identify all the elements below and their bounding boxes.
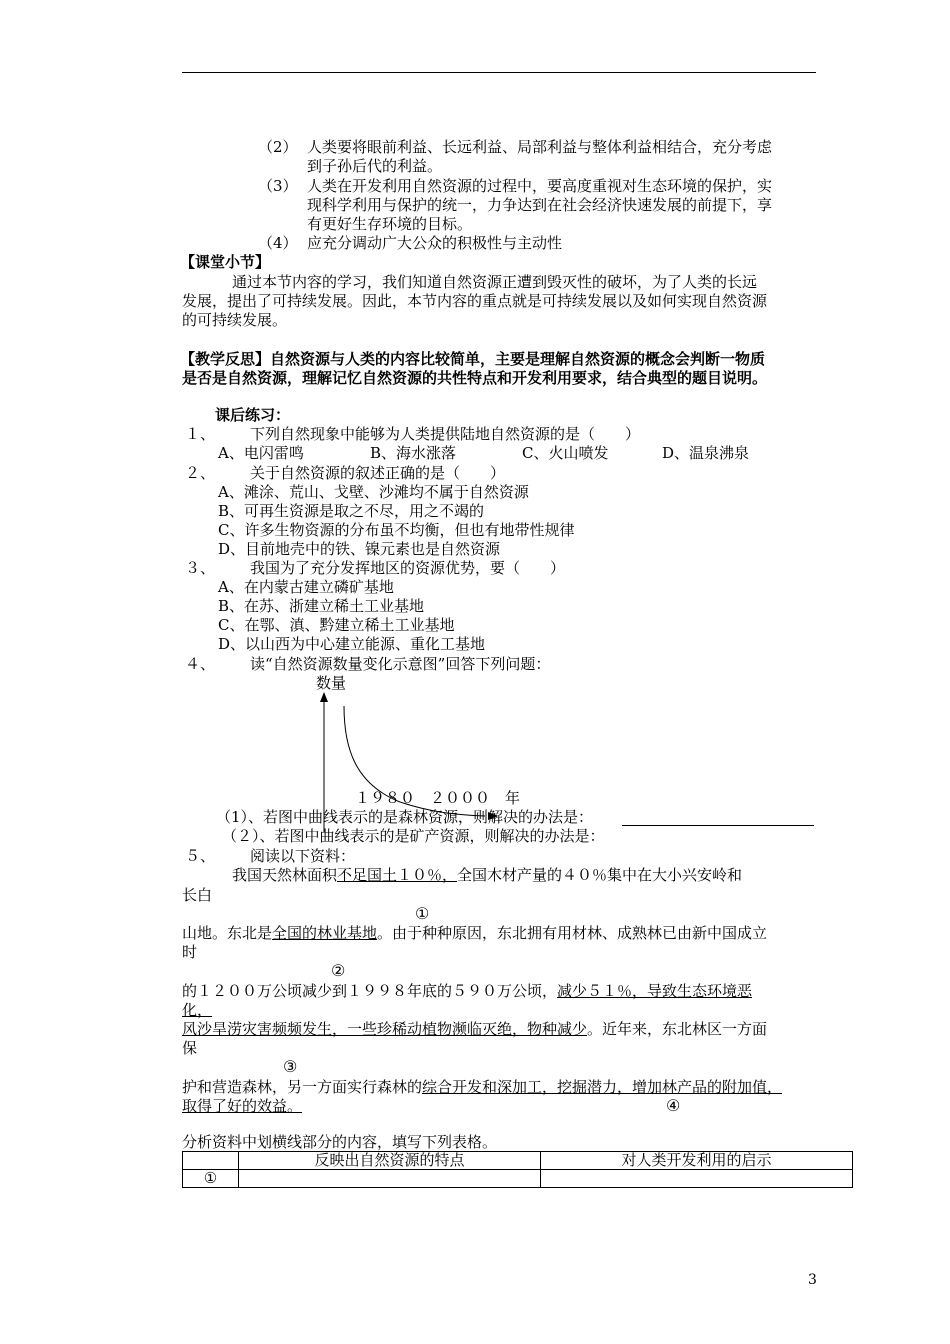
marker-1: ① bbox=[415, 904, 430, 923]
q5-para-line-5: 护和营造森林，另一方面实行森林的综合开发和深加工，挖掘潜力，增加林产品的附加值， bbox=[182, 1078, 783, 1096]
q3-opt-b: B、在苏、浙建立稀土工业基地 bbox=[218, 597, 425, 615]
q3-opt-d: D、以山西为中心建立能源、重化工基地 bbox=[218, 635, 486, 653]
exercise-title: 课后练习： bbox=[215, 406, 291, 424]
y-axis-arrow-icon bbox=[320, 692, 328, 702]
q2-opt-c: C、许多生物资源的分布虽不均衡，但也有地带性规律 bbox=[218, 521, 575, 539]
table-row bbox=[183, 1170, 853, 1188]
table-header-cell bbox=[183, 1152, 239, 1170]
q5-para-line-4b: 保 bbox=[182, 1039, 198, 1057]
q5-para-line-2: 山地。东北是全国的林业基地。由于种种原因，东北拥有用材林、成熟林已由新中国成立 bbox=[182, 924, 768, 942]
figure-y-label: 数量 bbox=[316, 674, 347, 692]
table-cell[interactable] bbox=[239, 1170, 541, 1188]
item-2-num: （2） bbox=[258, 138, 298, 156]
q5-para-line-4: 风沙旱涝灾害频频发生，一些珍稀动植物濒临灭绝，物种减少。近年来，东北林区一方面 bbox=[182, 1020, 768, 1038]
q1-opt-d: D、温泉沸泉 bbox=[662, 444, 750, 462]
marker-2: ② bbox=[331, 961, 346, 980]
header-rule bbox=[182, 72, 816, 73]
table-cell[interactable] bbox=[541, 1170, 853, 1188]
marker-4: ④ bbox=[666, 1096, 681, 1115]
q3-opt-a: A、在内蒙古建立磷矿基地 bbox=[218, 578, 394, 596]
page-number: 3 bbox=[808, 1272, 817, 1288]
q5-para-line-3: 的１２００万公顷减少到１９９８年底的５９０万公顷，减少５１％，导致生态环境恶 bbox=[182, 982, 753, 1000]
table-header-row bbox=[183, 1152, 853, 1170]
q4-sub1: （1）、若图中曲线表示的是森林资源，则解决的办法是： bbox=[216, 808, 594, 826]
q5-para-line-1: 我国天然林面积不足国土１０％，全国木材产量的４０％集中在大小兴安岭和 bbox=[232, 866, 743, 884]
q1-opt-a: A、电闪雷鸣 bbox=[218, 444, 304, 462]
table-header-cell: 反映出自然资源的特点 bbox=[239, 1152, 541, 1170]
summary-heading: 【课堂小节】 bbox=[180, 253, 271, 271]
q1-opt-b: B、海水涨落 bbox=[370, 444, 457, 462]
q4-stem: 读“自然资源数量变化示意图”回答下列问题： bbox=[250, 655, 551, 673]
q3-opt-c: C、在鄂、滇、黔建立稀土工业基地 bbox=[218, 616, 455, 634]
q5-para-line-3b: 化， bbox=[182, 1001, 213, 1019]
q5-para-line-5b: 取得了好的效益。 bbox=[182, 1097, 303, 1115]
summary-line-2: 发展，提出了可持续发展。因此，本节内容的重点就是可持续发展以及如何实现自然资源 bbox=[182, 292, 768, 310]
figure-x-label: １９８０ ２０００ 年 bbox=[355, 789, 521, 807]
q3-stem: 我国为了充分发挥地区的资源优势，要（ ） bbox=[250, 559, 566, 577]
q5-para-line-2b: 时 bbox=[182, 943, 198, 961]
table-header-cell: 对人类开发利用的启示 bbox=[541, 1152, 853, 1170]
q3-num: ３、 bbox=[185, 559, 216, 577]
q2-stem: 关于自然资源的叙述正确的是（ ） bbox=[250, 464, 506, 482]
q5-para-line-1b: 长白 bbox=[182, 886, 213, 904]
item-2-line-2: 到子孙后代的利益。 bbox=[307, 157, 443, 175]
q1-stem: 下列自然现象中能够为人类提供陆地自然资源的是（ ） bbox=[250, 425, 641, 443]
summary-line-3: 的可持续发展。 bbox=[182, 311, 288, 329]
summary-line-1: 通过本节内容的学习，我们知道自然资源正遭到毁灭性的破坏，为了人类的长远 bbox=[232, 273, 758, 291]
q2-num: ２、 bbox=[185, 464, 216, 482]
q5-instruction: 分析资料中划横线部分的内容，填写下列表格。 bbox=[182, 1133, 498, 1151]
answer-table bbox=[182, 1151, 853, 1188]
q2-opt-d: D、目前地壳中的铁、镍元素也是自然资源 bbox=[218, 540, 501, 558]
item-3-line-3: 有更好生存环境的目标。 bbox=[307, 215, 473, 233]
item-3-line-2: 现科学利用与保护的统一，力争达到在社会经济快速发展的前提下，享 bbox=[307, 196, 773, 214]
q4-sub1-blank bbox=[622, 825, 814, 826]
q4-num: ４、 bbox=[185, 655, 216, 673]
table-cell: ① bbox=[183, 1170, 239, 1188]
item-2-line-1: 人类要将眼前利益、长远利益、局部利益与整体利益相结合，充分考虑 bbox=[307, 138, 773, 156]
q1-num: １、 bbox=[185, 425, 216, 443]
q5-num: ５、 bbox=[185, 847, 216, 865]
q4-sub2: （２）、若图中曲线表示的是矿产资源，则解决的办法是： bbox=[222, 827, 605, 845]
item-4-line-1: 应充分调动广大公众的积极性与主动性 bbox=[307, 234, 563, 252]
item-4-num: （4） bbox=[258, 234, 298, 252]
q5-stem: 阅读以下资料： bbox=[250, 847, 356, 865]
item-3-line-1: 人类在开发利用自然资源的过程中，要高度重视对生态环境的保护，实 bbox=[307, 177, 773, 195]
marker-3: ③ bbox=[283, 1057, 298, 1076]
q1-opt-c: C、火山喷发 bbox=[522, 444, 609, 462]
item-3-num: （3） bbox=[258, 177, 298, 195]
q2-opt-b: B、可再生资源是取之不尽，用之不竭的 bbox=[218, 502, 485, 520]
reflection-line-1: 【教学反思】自然资源与人类的内容比较简单，主要是理解自然资源的概念会判断一物质 bbox=[180, 350, 766, 368]
q2-opt-a: A、滩涂、荒山、戈壁、沙滩均不属于自然资源 bbox=[218, 483, 529, 501]
reflection-line-2: 是否是自然资源，理解记忆自然资源的共性特点和开发利用要求，结合典型的题目说明。 bbox=[182, 369, 768, 387]
